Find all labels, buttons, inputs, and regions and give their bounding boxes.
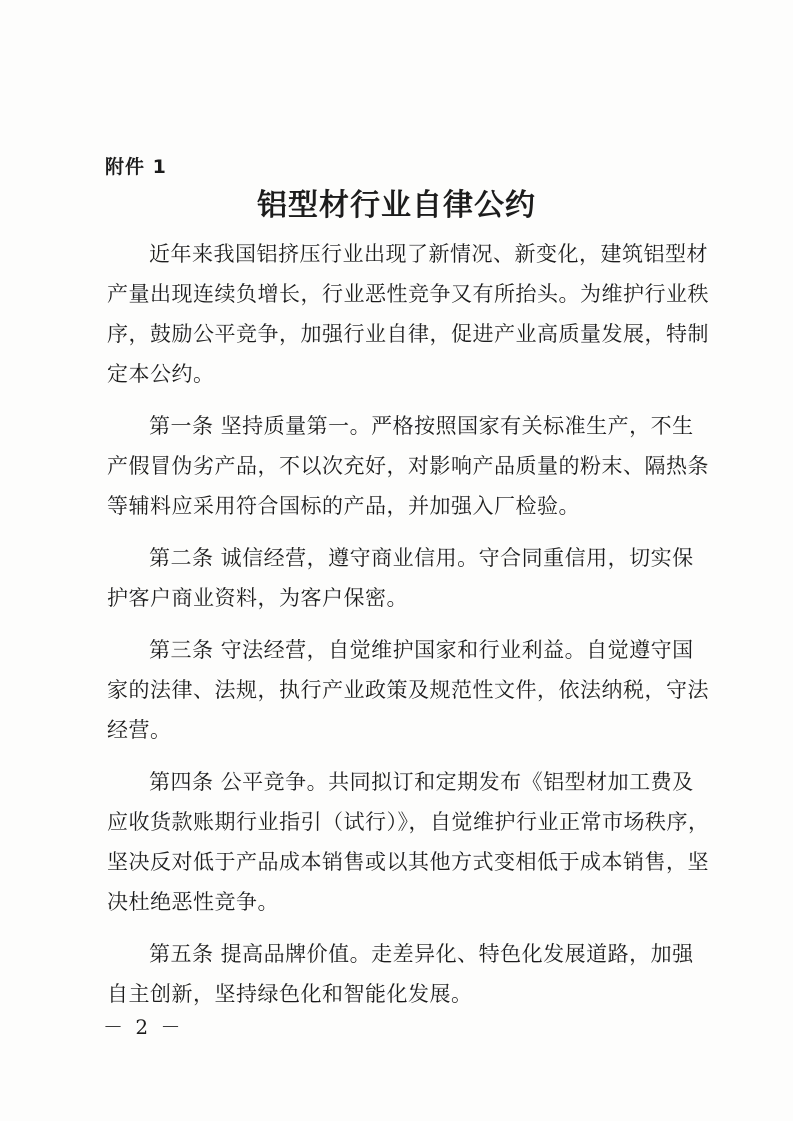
text-line: 第五条 提高品牌价值。走差异化、特色化发展道路，加强 xyxy=(149,942,694,966)
text-line: 第四条 公平竞争。共同拟订和定期发布《铝型材加工费及 xyxy=(149,770,694,794)
text-line: 家的法律、法规，执行产业政策及规范性文件，依法纳税，守法 xyxy=(107,678,709,702)
text-line: 第二条 诚信经营，遵守商业信用。守合同重信用，切实保 xyxy=(149,546,694,570)
text-line: 第三条 守法经营，自觉维护国家和行业利益。自觉遵守国 xyxy=(149,638,694,662)
text-line: 自主创新，坚持绿色化和智能化发展。 xyxy=(107,982,473,1006)
text-line: 产量出现连续负增长，行业恶性竞争又有所抬头。为维护行业秩 xyxy=(107,282,709,306)
text-line: 应收货款账期行业指引（试行）》，自觉维护行业正常市场秩序， xyxy=(107,810,710,834)
document-title: 铝型材行业自律公约 xyxy=(257,188,536,223)
attachment-label: 附件 1 xyxy=(105,156,167,178)
text-line: 产假冒伪劣产品，不以次充好，对影响产品质量的粉末、隔热条 xyxy=(107,454,709,478)
paragraph-article-2 xyxy=(107,538,693,618)
paragraph-article-5 xyxy=(107,934,693,1014)
text-line: 第一条 坚持质量第一。严格按照国家有关标准生产，不生 xyxy=(149,414,694,438)
text-line: 坚决反对低于产品成本销售或以其他方式变相低于成本销售，坚 xyxy=(107,850,709,874)
text-line: 近年来我国铝挤压行业出现了新情况、新变化，建筑铝型材 xyxy=(149,242,708,266)
paragraph-article-1 xyxy=(107,406,709,526)
document-body xyxy=(107,234,710,1026)
page-number: － 2 － xyxy=(103,1015,184,1039)
paragraph-intro xyxy=(107,234,709,394)
text-line: 决杜绝恶性竞争。 xyxy=(107,890,279,914)
paragraph-article-3 xyxy=(107,630,709,750)
text-line: 序，鼓励公平竞争，加强行业自律，促进产业高质量发展，特制 xyxy=(107,322,709,346)
text-line: 等辅料应采用符合国标的产品，并加强入厂检验。 xyxy=(107,494,580,518)
text-line: 护客户商业资料，为客户保密。 xyxy=(107,586,408,610)
text-line: 经营。 xyxy=(107,718,172,742)
paragraph-article-4 xyxy=(107,762,710,922)
text-line: 定本公约。 xyxy=(107,362,215,386)
